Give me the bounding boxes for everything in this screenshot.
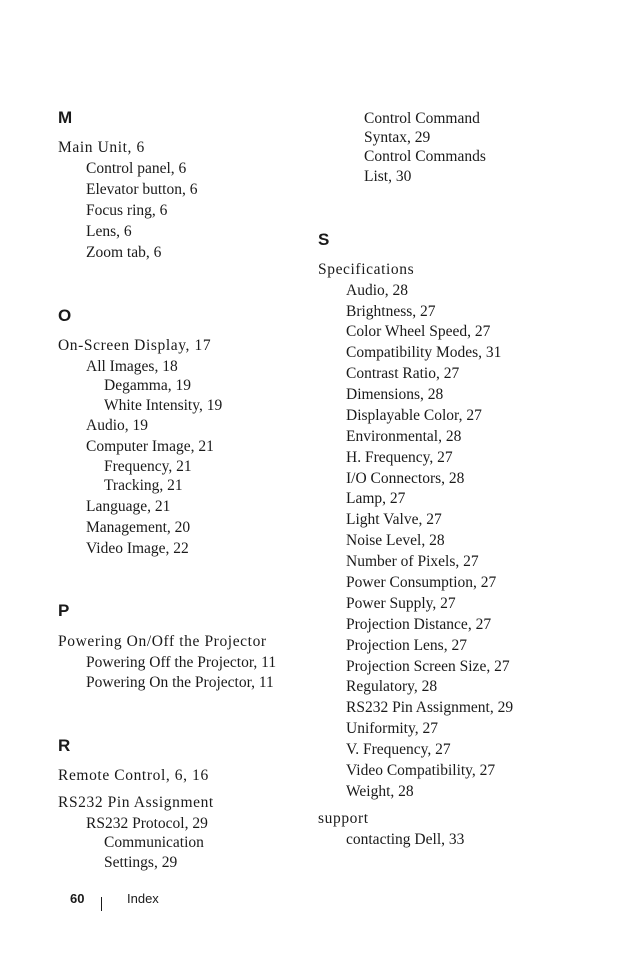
index-subentry: Power Consumption, 27: [346, 574, 497, 591]
index-subentry: Powering On the Projector, 11: [86, 674, 274, 691]
index-entry: Remote Control, 6, 16: [58, 767, 209, 784]
index-section-letter: P: [58, 601, 70, 620]
index-subentry: Lens, 6: [86, 223, 132, 240]
index-subentry: Powering Off the Projector, 11: [86, 654, 277, 671]
index-subentry: Audio, 19: [86, 417, 148, 434]
index-subentry: Displayable Color, 27: [346, 407, 482, 424]
index-subentry: RS232 Pin Assignment, 29: [346, 699, 514, 716]
index-subentry: Zoom tab, 6: [86, 244, 162, 261]
index-subsubentry: Communication: [104, 834, 204, 851]
index-subentry: Computer Image, 21: [86, 438, 214, 455]
index-subsubentry: List, 30: [364, 168, 412, 185]
index-subentry: I/O Connectors, 28: [346, 470, 465, 487]
index-subentry: Brightness, 27: [346, 303, 436, 320]
index-subsubentry: Settings, 29: [104, 854, 178, 871]
index-subsubentry: Degamma, 19: [104, 377, 191, 394]
index-subentry: All Images, 18: [86, 358, 178, 375]
index-entry: Specifications: [318, 261, 415, 278]
index-subentry: Projection Distance, 27: [346, 616, 492, 633]
index-subentry: Color Wheel Speed, 27: [346, 323, 491, 340]
index-subentry: Control panel, 6: [86, 160, 187, 177]
index-subentry: Video Image, 22: [86, 540, 189, 557]
index-subentry: Projection Lens, 27: [346, 637, 467, 654]
index-subentry: Power Supply, 27: [346, 595, 456, 612]
index-entry: Powering On/Off the Projector: [58, 633, 267, 650]
index-subsubentry: Control Command: [364, 110, 480, 127]
page-footer: [0, 891, 636, 911]
index-entry: On-Screen Display, 17: [58, 337, 212, 354]
index-subentry: Management, 20: [86, 519, 191, 536]
index-section-letter: M: [58, 108, 73, 127]
footer-section-label: Index: [127, 891, 159, 906]
index-subsubentry: White Intensity, 19: [104, 397, 223, 414]
index-subentry: Video Compatibility, 27: [346, 762, 496, 779]
index-section-letter: R: [58, 736, 71, 755]
index-subsubentry: Frequency, 21: [104, 458, 192, 475]
index-subentry: Lamp, 27: [346, 490, 406, 507]
index-subentry: Dimensions, 28: [346, 386, 444, 403]
footer-divider: [101, 897, 102, 911]
index-subentry: Contrast Ratio, 27: [346, 365, 460, 382]
index-subentry: Number of Pixels, 27: [346, 553, 479, 570]
index-entry: Main Unit, 6: [58, 139, 145, 156]
index-subentry: Uniformity, 27: [346, 720, 438, 737]
index-subsubentry: Syntax, 29: [364, 129, 431, 146]
index-subentry: V. Frequency, 27: [346, 741, 451, 758]
index-entry: RS232 Pin Assignment: [58, 794, 214, 811]
index-subentry: Elevator button, 6: [86, 181, 198, 198]
index-subentry: Focus ring, 6: [86, 202, 168, 219]
index-subsubentry: Tracking, 21: [104, 477, 183, 494]
index-subsubentry: Control Commands: [364, 148, 486, 165]
index-section-letter: S: [318, 230, 330, 249]
index-subentry: H. Frequency, 27: [346, 449, 453, 466]
index-subentry: Light Valve, 27: [346, 511, 442, 528]
index-subentry: Noise Level, 28: [346, 532, 445, 549]
index-section-letter: O: [58, 306, 72, 325]
index-subentry: Audio, 28: [346, 282, 408, 299]
index-subentry: Language, 21: [86, 498, 171, 515]
index-subentry: RS232 Protocol, 29: [86, 815, 208, 832]
index-subentry: Compatibility Modes, 31: [346, 344, 502, 361]
index-subentry: Projection Screen Size, 27: [346, 658, 510, 675]
index-subentry: contacting Dell, 33: [346, 831, 465, 848]
index-subentry: Environmental, 28: [346, 428, 462, 445]
index-subentry: Weight, 28: [346, 783, 414, 800]
index-entry: support: [318, 810, 369, 827]
page-number: 60: [70, 891, 85, 906]
index-subentry: Regulatory, 28: [346, 678, 438, 695]
